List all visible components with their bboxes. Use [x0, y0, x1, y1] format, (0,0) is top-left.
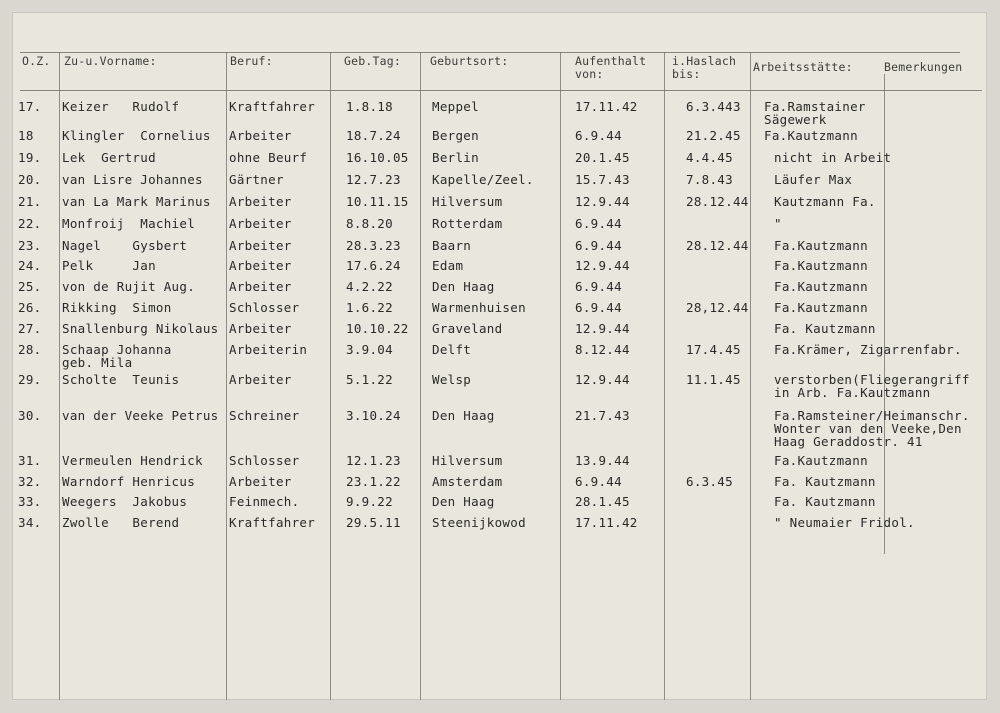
- cell-geb: 17.6.24: [346, 258, 401, 273]
- cell-nr: 21.: [18, 194, 42, 209]
- column-rule: [420, 52, 421, 700]
- cell-name: Zwolle Berend: [62, 515, 180, 530]
- cell-ort: Meppel: [432, 99, 479, 114]
- cell-beruf: Arbeiter: [229, 372, 292, 387]
- cell-name: Monfroij Machiel: [62, 216, 196, 231]
- cell-beruf: Gärtner: [229, 172, 284, 187]
- cell-name: van der Veeke Petrus: [62, 408, 219, 423]
- cell-nr: 25.: [18, 279, 42, 294]
- cell-geb: 12.7.23: [346, 172, 401, 187]
- header-bottom-rule: [20, 90, 982, 91]
- cell-nr: 23.: [18, 238, 42, 253]
- cell-geb: 1.8.18: [346, 99, 393, 114]
- cell-arbeit: Fa. Kautzmann: [774, 494, 876, 509]
- cell-ort: Hilversum: [432, 453, 503, 468]
- cell-ort: Graveland: [432, 321, 503, 336]
- cell-bis: 28.12.44: [686, 238, 749, 253]
- cell-geb: 23.1.22: [346, 474, 401, 489]
- cell-arbeit: ": [774, 216, 782, 231]
- cell-nr: 17.: [18, 99, 42, 114]
- cell-arbeit: Fa. Kautzmann: [774, 321, 876, 336]
- cell-nr: 19.: [18, 150, 42, 165]
- header-bis: i.Haslach bis:: [672, 54, 737, 81]
- cell-arbeit: Fa.Ramsteiner/Heimanschr. Wonter van den Veeke,Den Haag Geraddostr. 41: [774, 408, 970, 449]
- cell-ort: Berlin: [432, 150, 479, 165]
- cell-beruf: Schlosser: [229, 453, 300, 468]
- cell-name: Lek Gertrud: [62, 150, 156, 165]
- cell-von: 8.12.44: [575, 342, 630, 357]
- cell-ort: Baarn: [432, 238, 472, 253]
- cell-von: 6.9.44: [575, 279, 622, 294]
- cell-beruf: Arbeiter: [229, 216, 292, 231]
- header-arbeit: Arbeitsstätte:: [753, 60, 853, 74]
- cell-name: Rikking Simon: [62, 300, 172, 315]
- cell-name: Schaap Johanna geb. Mila: [62, 342, 172, 370]
- cell-ort: Den Haag: [432, 408, 495, 423]
- cell-geb: 28.3.23: [346, 238, 401, 253]
- cell-von: 6.9.44: [575, 216, 622, 231]
- cell-von: 12.9.44: [575, 321, 630, 336]
- cell-von: 12.9.44: [575, 258, 630, 273]
- cell-geb: 29.5.11: [346, 515, 401, 530]
- cell-ort: Amsterdam: [432, 474, 503, 489]
- cell-name: van La Mark Marinus: [62, 194, 211, 209]
- cell-bis: 28,12.44: [686, 300, 749, 315]
- cell-ort: Bergen: [432, 128, 479, 143]
- cell-ort: Rotterdam: [432, 216, 503, 231]
- cell-nr: 30.: [18, 408, 42, 423]
- cell-von: 17.11.42: [575, 515, 638, 530]
- cell-von: 12.9.44: [575, 194, 630, 209]
- cell-von: 6.9.44: [575, 128, 622, 143]
- cell-arbeit: Fa.Kautzmann: [764, 128, 858, 143]
- cell-name: Keizer Rudolf: [62, 99, 180, 114]
- cell-bis: 17.4.45: [686, 342, 741, 357]
- cell-nr: 34.: [18, 515, 42, 530]
- cell-name: van Lisre Johannes: [62, 172, 203, 187]
- cell-arbeit: verstorben(Fliegerangriff in Arb. Fa.Kautzmann: [774, 372, 970, 400]
- column-rule: [560, 52, 561, 700]
- cell-geb: 10.10.22: [346, 321, 409, 336]
- header-bemerk: Bemerkungen: [884, 60, 963, 74]
- cell-ort: Warmenhuisen: [432, 300, 526, 315]
- cell-arbeit: nicht in Arbeit: [774, 150, 892, 165]
- cell-name: Snallenburg Nikolaus: [62, 321, 219, 336]
- header-top-rule: [20, 52, 960, 53]
- cell-ort: Den Haag: [432, 279, 495, 294]
- cell-beruf: Kraftfahrer: [229, 99, 316, 114]
- cell-nr: 27.: [18, 321, 42, 336]
- header-geb: Geb.Tag:: [344, 54, 401, 68]
- cell-geb: 10.11.15: [346, 194, 409, 209]
- cell-bis: 11.1.45: [686, 372, 741, 387]
- header-von: Aufenthalt von:: [575, 54, 647, 81]
- cell-von: 20.1.45: [575, 150, 630, 165]
- cell-geb: 4.2.22: [346, 279, 393, 294]
- cell-geb: 9.9.22: [346, 494, 393, 509]
- cell-ort: Edam: [432, 258, 464, 273]
- cell-name: Vermeulen Hendrick: [62, 453, 203, 468]
- cell-beruf: Arbeiter: [229, 238, 292, 253]
- cell-bis: 7.8.43: [686, 172, 733, 187]
- cell-von: 6.9.44: [575, 300, 622, 315]
- cell-arbeit: Kautzmann Fa.: [774, 194, 876, 209]
- cell-arbeit: Fa.Kautzmann: [774, 238, 868, 253]
- cell-ort: Welsp: [432, 372, 472, 387]
- cell-arbeit: Fa.Kautzmann: [774, 453, 868, 468]
- cell-geb: 12.1.23: [346, 453, 401, 468]
- cell-beruf: Feinmech.: [229, 494, 300, 509]
- cell-arbeit: Fa. Kautzmann: [774, 474, 876, 489]
- cell-nr: 18: [18, 128, 34, 143]
- cell-nr: 33.: [18, 494, 42, 509]
- cell-ort: Steenijkowod: [432, 515, 526, 530]
- cell-arbeit: Fa.Kautzmann: [774, 258, 868, 273]
- cell-von: 13.9.44: [575, 453, 630, 468]
- cell-beruf: Arbeiterin: [229, 342, 308, 357]
- column-rule: [664, 52, 665, 700]
- cell-von: 6.9.44: [575, 238, 622, 253]
- cell-bis: 6.3.45: [686, 474, 733, 489]
- document-sheet: [12, 12, 987, 700]
- column-rule: [884, 74, 885, 554]
- cell-name: Nagel Gysbert: [62, 238, 188, 253]
- cell-von: 28.1.45: [575, 494, 630, 509]
- cell-beruf: Schreiner: [229, 408, 300, 423]
- column-rule: [59, 52, 60, 700]
- cell-nr: 29.: [18, 372, 42, 387]
- cell-nr: 26.: [18, 300, 42, 315]
- cell-von: 12.9.44: [575, 372, 630, 387]
- cell-arbeit: " Neumaier Fridol.: [774, 515, 915, 530]
- cell-name: Weegers Jakobus: [62, 494, 188, 509]
- cell-bis: 21.2.45: [686, 128, 741, 143]
- cell-geb: 16.10.05: [346, 150, 409, 165]
- cell-bis: 28.12.44: [686, 194, 749, 209]
- cell-nr: 20.: [18, 172, 42, 187]
- cell-beruf: Schlosser: [229, 300, 300, 315]
- cell-nr: 28.: [18, 342, 42, 357]
- column-rule: [750, 52, 751, 700]
- cell-beruf: Arbeiter: [229, 258, 292, 273]
- cell-beruf: Arbeiter: [229, 128, 292, 143]
- cell-name: Warndorf Henricus: [62, 474, 196, 489]
- cell-arbeit: Fa.Kautzmann: [774, 279, 868, 294]
- header-nr: O.Z.: [22, 54, 51, 68]
- cell-bis: 4.4.45: [686, 150, 733, 165]
- cell-beruf: Arbeiter: [229, 321, 292, 336]
- cell-geb: 1.6.22: [346, 300, 393, 315]
- cell-von: 21.7.43: [575, 408, 630, 423]
- header-name: Zu-u.Vorname:: [64, 54, 157, 68]
- cell-arbeit: Fa.Ramstainer Sägewerk: [764, 99, 866, 127]
- cell-name: Klingler Cornelius: [62, 128, 211, 143]
- header-beruf: Beruf:: [230, 54, 273, 68]
- cell-geb: 3.9.04: [346, 342, 393, 357]
- column-rule: [330, 52, 331, 700]
- cell-ort: Hilversum: [432, 194, 503, 209]
- cell-geb: 8.8.20: [346, 216, 393, 231]
- column-rule: [226, 52, 227, 700]
- cell-nr: 24.: [18, 258, 42, 273]
- cell-name: Pelk Jan: [62, 258, 156, 273]
- cell-bis: 6.3.443: [686, 99, 741, 114]
- cell-beruf: Arbeiter: [229, 474, 292, 489]
- header-ort: Geburtsort:: [430, 54, 509, 68]
- cell-beruf: Arbeiter: [229, 194, 292, 209]
- cell-beruf: ohne Beurf: [229, 150, 308, 165]
- cell-name: Scholte Teunis: [62, 372, 180, 387]
- cell-von: 6.9.44: [575, 474, 622, 489]
- cell-ort: Den Haag: [432, 494, 495, 509]
- cell-geb: 3.10.24: [346, 408, 401, 423]
- cell-nr: 31.: [18, 453, 42, 468]
- cell-von: 15.7.43: [575, 172, 630, 187]
- cell-beruf: Arbeiter: [229, 279, 292, 294]
- cell-nr: 32.: [18, 474, 42, 489]
- cell-arbeit: Fa.Kautzmann: [774, 300, 868, 315]
- cell-arbeit: Läufer Max: [774, 172, 853, 187]
- cell-ort: Delft: [432, 342, 472, 357]
- cell-nr: 22.: [18, 216, 42, 231]
- cell-ort: Kapelle/Zeel.: [432, 172, 534, 187]
- cell-beruf: Kraftfahrer: [229, 515, 316, 530]
- cell-geb: 5.1.22: [346, 372, 393, 387]
- cell-geb: 18.7.24: [346, 128, 401, 143]
- cell-von: 17.11.42: [575, 99, 638, 114]
- cell-arbeit: Fa.Krämer, Zigarrenfabr.: [774, 342, 962, 357]
- cell-name: von de Rujit Aug.: [62, 279, 196, 294]
